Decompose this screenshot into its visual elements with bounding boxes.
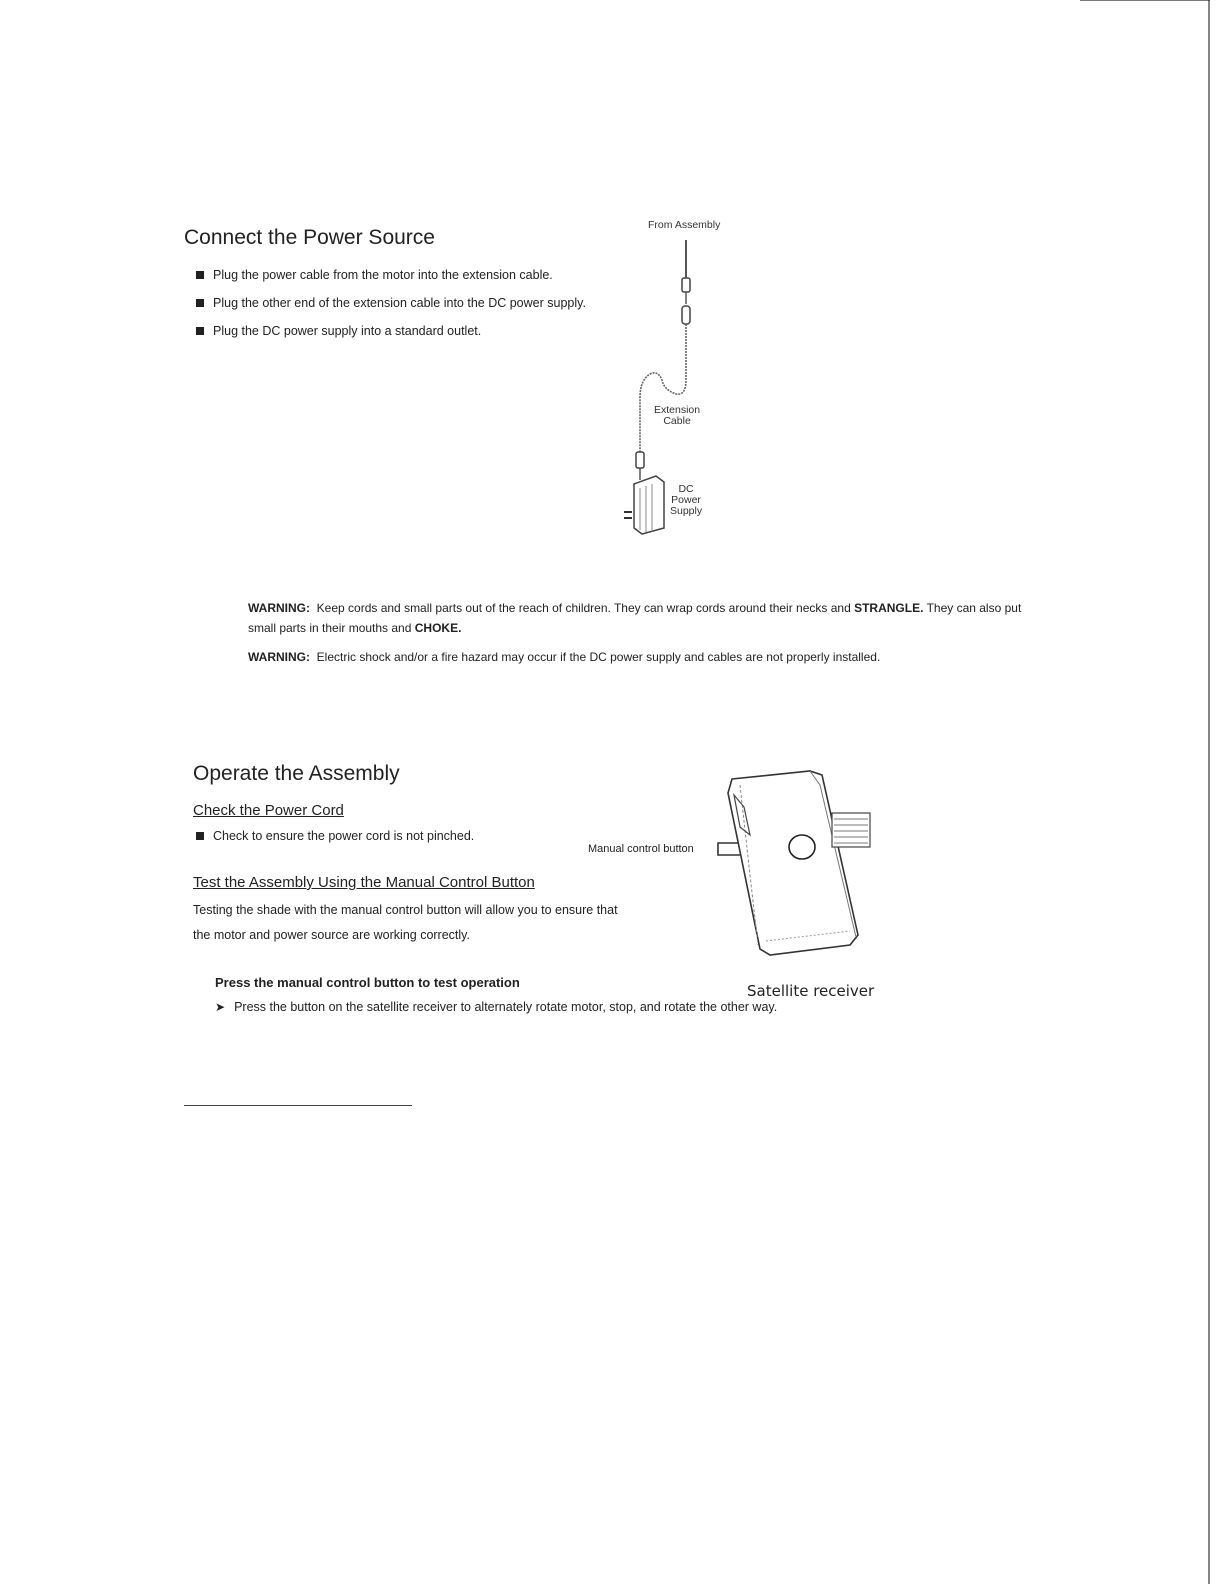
step-text: Plug the other end of the extension cable into the DC power supply.	[213, 296, 586, 310]
section-title-operate: Operate the Assembly	[193, 762, 400, 785]
dc-label-line: Supply	[670, 505, 703, 517]
arrow-bullet-icon: ➤	[215, 1000, 226, 1014]
warning-choking	[248, 598, 1028, 638]
warning-prefix: WARNING:	[248, 650, 310, 664]
test-description	[193, 898, 623, 948]
warning-emphasis: CHOKE.	[414, 621, 462, 635]
from-assembly-label: From Assembly	[648, 219, 721, 231]
extension-cable-label	[654, 405, 700, 427]
scan-edge-top	[1080, 0, 1210, 1]
list-item	[196, 324, 481, 338]
scan-edge-line	[1208, 0, 1210, 1584]
warning-text: They can also put small parts in their mouths and	[248, 601, 1022, 635]
satellite-receiver-drawing	[710, 765, 880, 965]
test-line: Testing the shade with the manual control button will allow you to ensure that	[193, 903, 618, 917]
press-heading: Press the manual control button to test operation	[215, 975, 520, 990]
step-text: Press the button on the satellite receiver to alternately rotate motor, stop, and rotate the other way.	[234, 1000, 778, 1014]
list-item	[215, 1000, 777, 1014]
step-text: Check to ensure the power cord is not pinched.	[213, 829, 475, 843]
warning-text: Keep cords and small parts out of the reach of children. They can wrap cords around their necks and	[316, 601, 851, 615]
list-item	[196, 268, 553, 282]
satellite-receiver-label: Satellite receiver	[747, 982, 875, 1000]
warning-emphasis: STRANGLE.	[854, 601, 924, 615]
step-text: Plug the power cable from the motor into the extension cable.	[213, 268, 553, 282]
bullet-square-icon	[196, 327, 204, 335]
warning-electric	[248, 647, 1028, 667]
warning-text: Electric shock and/or a fire hazard may occur if the DC power supply and cables are not properly installed.	[316, 650, 881, 664]
footnote-divider	[184, 1105, 412, 1106]
section-title-connect: Connect the Power Source	[184, 226, 435, 249]
subheading-check-cord: Check the Power Cord	[193, 802, 344, 819]
subheading-test-assembly: Test the Assembly Using the Manual Control Button	[193, 874, 535, 891]
dc-label-line: Power	[671, 494, 701, 506]
power-cable-diagram	[600, 212, 760, 542]
bullet-square-icon	[196, 271, 204, 279]
list-item	[196, 296, 586, 310]
list-item	[196, 829, 474, 843]
bullet-square-icon	[196, 832, 204, 840]
manual-button-label: Manual control button	[588, 843, 694, 855]
extension-label-line: Extension	[654, 404, 701, 416]
bullet-square-icon	[196, 299, 204, 307]
warning-prefix: WARNING:	[248, 601, 310, 615]
step-text: Plug the DC power supply into a standard outlet.	[213, 324, 482, 338]
dc-power-supply-label	[670, 484, 702, 517]
dc-label-line: DC	[678, 483, 694, 495]
test-line: the motor and power source are working correctly.	[193, 928, 470, 942]
extension-label-line: Cable	[663, 415, 691, 427]
